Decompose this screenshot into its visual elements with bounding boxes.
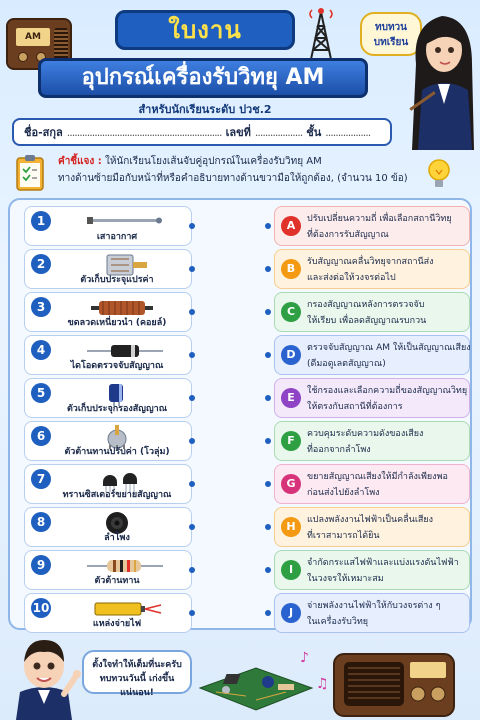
component-item (24, 421, 192, 461)
instructions-text: ทางด้านซ้ายมือกับหน้าที่หรือคำอธิบายทางด้านขวามือให้ถูกต้อง, (จำนวน 10 ข้อ) (58, 173, 408, 184)
description-text: แปลงพลังงานไฟฟ้าเป็นคลื่นเสียง (307, 515, 434, 525)
name-field[interactable]: .............................................................. (66, 125, 222, 139)
description-text: ในเครื่องรับวิทยุ (307, 617, 369, 627)
component-label: ตัวต้านทาน (94, 576, 140, 586)
radio-knob-icon (18, 52, 28, 62)
left-connector-dot[interactable] (189, 567, 195, 573)
answer-letter: J (281, 603, 301, 623)
encouragement-text: ทบทวนวันนี้ เก่งขึ้นแน่นอน! (99, 674, 175, 698)
encouragement-bubble (82, 650, 192, 698)
left-connector-dot[interactable] (189, 524, 195, 530)
description-item (274, 464, 470, 504)
description-text: ในวงจรให้เหมาะสม (307, 574, 384, 584)
description-text: ใช้กรองและเลือกความถี่ของสัญญาณวิทยุ (307, 386, 468, 396)
component-item (24, 292, 192, 332)
right-connector-dot[interactable] (265, 395, 271, 401)
description-text: ที่เราสามารถได้ยิน (307, 531, 380, 541)
bubble-line: บทเรียน (373, 37, 409, 48)
answer-letter: E (281, 388, 301, 408)
page-subtitle: สำหรับนักเรียนระดับ ปวช.2 (138, 103, 272, 116)
description-text: จำกัดกระแสไฟฟ้าและแบ่งแรงดันไฟฟ้า (307, 558, 459, 568)
class-field[interactable]: .................. (325, 125, 371, 139)
left-connector-dot[interactable] (189, 352, 195, 358)
item-number: 5 (31, 383, 51, 403)
right-connector-dot[interactable] (265, 438, 271, 444)
right-connector-dot[interactable] (265, 524, 271, 530)
answer-letter: B (281, 259, 301, 279)
component-item (24, 249, 192, 289)
right-connector-dot[interactable] (265, 352, 271, 358)
music-note-icon: ♫ (316, 676, 329, 692)
component-label: ขดลวดเหนี่ยวนำ (คอยล์) (67, 318, 167, 328)
student-info-bar (12, 118, 392, 146)
left-connector-dot[interactable] (189, 266, 195, 272)
component-label: ตัวต้านทานปรับค่า (โวลุ่ม) (64, 447, 170, 457)
component-label: ทรานซิสเตอร์ขยายสัญญาณ (62, 490, 172, 500)
component-label: ลำโพง (104, 533, 130, 543)
answer-letter: I (281, 560, 301, 580)
circuit-board-icon (196, 648, 316, 720)
lightbulb-icon (426, 158, 452, 192)
answer-letter: C (281, 302, 301, 322)
name-label: ชื่อ-สกุล (24, 126, 63, 139)
description-item (274, 593, 470, 633)
description-text: และส่งต่อให้วงจรต่อไป (307, 273, 396, 283)
description-text: ตรวจจับสัญญาณ AM ให้เป็นสัญญาณเสียง (307, 343, 471, 353)
encouragement-text: ตั้งใจทำให้เต็มที่นะครับ (92, 660, 182, 670)
component-label: ตัวเก็บประจุกรองสัญญาณ (66, 404, 168, 414)
answer-letter: G (281, 474, 301, 494)
header (0, 0, 480, 150)
description-item (274, 378, 470, 418)
component-item (24, 507, 192, 547)
component-item (24, 335, 192, 375)
description-text: ที่ต้องการรับสัญญาณ (307, 230, 389, 240)
description-text: ให้เรียบ เพื่อลดสัญญาณรบกวน (307, 316, 427, 326)
description-text: (ดีมอดูเลตสัญญาณ) (307, 359, 386, 369)
component-item (24, 378, 192, 418)
description-text: ขยายสัญญาณเสียงให้มีกำลังเพียงพอ (307, 472, 448, 482)
description-text: ที่ออกจากลำโพง (307, 445, 371, 455)
description-item (274, 206, 470, 246)
answer-letter: H (281, 517, 301, 537)
component-item (24, 550, 192, 590)
item-number: 9 (31, 555, 51, 575)
description-item (274, 550, 470, 590)
component-label: ไดโอดตรวจจับสัญญาณ (70, 361, 164, 371)
class-label: ชั้น (306, 126, 322, 139)
teacher-illustration (408, 4, 478, 150)
description-item (274, 335, 470, 375)
item-number: 8 (31, 512, 51, 532)
answer-letter: D (281, 345, 301, 365)
retro-radio-icon (330, 648, 458, 718)
description-text: ก่อนส่งไปยังลำโพง (307, 488, 380, 498)
description-text: ให้ตรงกับสถานีที่ต้องการ (307, 402, 403, 412)
description-item (274, 421, 470, 461)
description-item (274, 507, 470, 547)
component-item (24, 206, 192, 246)
right-connector-dot[interactable] (265, 481, 271, 487)
component-item (24, 464, 192, 504)
item-number: 3 (31, 297, 51, 317)
item-number: 6 (31, 426, 51, 446)
right-connector-dot[interactable] (265, 266, 271, 272)
bubble-line: ทบทวน (375, 22, 407, 33)
description-item (274, 249, 470, 289)
number-field[interactable]: ................... (254, 125, 303, 139)
left-connector-dot[interactable] (189, 395, 195, 401)
description-text: ปรับเปลี่ยนความถี่ เพื่อเลือกสถานีวิทยุ (307, 214, 452, 224)
left-connector-dot[interactable] (189, 223, 195, 229)
right-connector-dot[interactable] (265, 223, 271, 229)
left-connector-dot[interactable] (189, 438, 195, 444)
item-number: 1 (31, 211, 51, 231)
instructions-heading: คำชี้แจง : (58, 156, 102, 167)
left-connector-dot[interactable] (189, 309, 195, 315)
left-connector-dot[interactable] (189, 481, 195, 487)
item-number: 2 (31, 254, 51, 274)
radio-display: AM (16, 28, 50, 46)
number-label: เลขที่ (225, 126, 251, 139)
component-label: ตัวเก็บประจุแปรค่า (80, 275, 154, 285)
component-label: เสาอากาศ (96, 232, 138, 242)
description-text: ควบคุมระดับความดังของเสียง (307, 429, 424, 439)
page-title: อุปกรณ์เครื่องรับวิทยุ AM (38, 58, 368, 98)
item-number: 7 (31, 469, 51, 489)
radio-tower-icon (304, 6, 338, 66)
right-connector-dot[interactable] (265, 567, 271, 573)
instructions-text: ให้นักเรียนโยงเส้นจับคู่อุปกรณ์ในเครื่องรับวิทยุ AM (104, 156, 322, 167)
right-connector-dot[interactable] (265, 610, 271, 616)
matching-panel (8, 198, 472, 630)
left-connector-dot[interactable] (189, 610, 195, 616)
item-number: 10 (31, 598, 51, 618)
instructions (14, 153, 422, 195)
right-connector-dot[interactable] (265, 309, 271, 315)
music-note-icon: ♪ (300, 650, 309, 666)
item-number: 4 (31, 340, 51, 360)
description-text: จ่ายพลังงานไฟฟ้าให้กับวงจรต่าง ๆ (307, 601, 441, 611)
student-boy-illustration (4, 626, 84, 720)
description-item (274, 292, 470, 332)
description-text: รับสัญญาณคลื่นวิทยุจากสถานีส่ง (307, 257, 434, 267)
description-text: กรองสัญญาณหลังการตรวจจับ (307, 300, 425, 310)
worksheet-label: ใบงาน (115, 10, 295, 50)
answer-letter: A (281, 216, 301, 236)
component-label: แหล่งจ่ายไฟ (92, 619, 142, 629)
answer-letter: F (281, 431, 301, 451)
